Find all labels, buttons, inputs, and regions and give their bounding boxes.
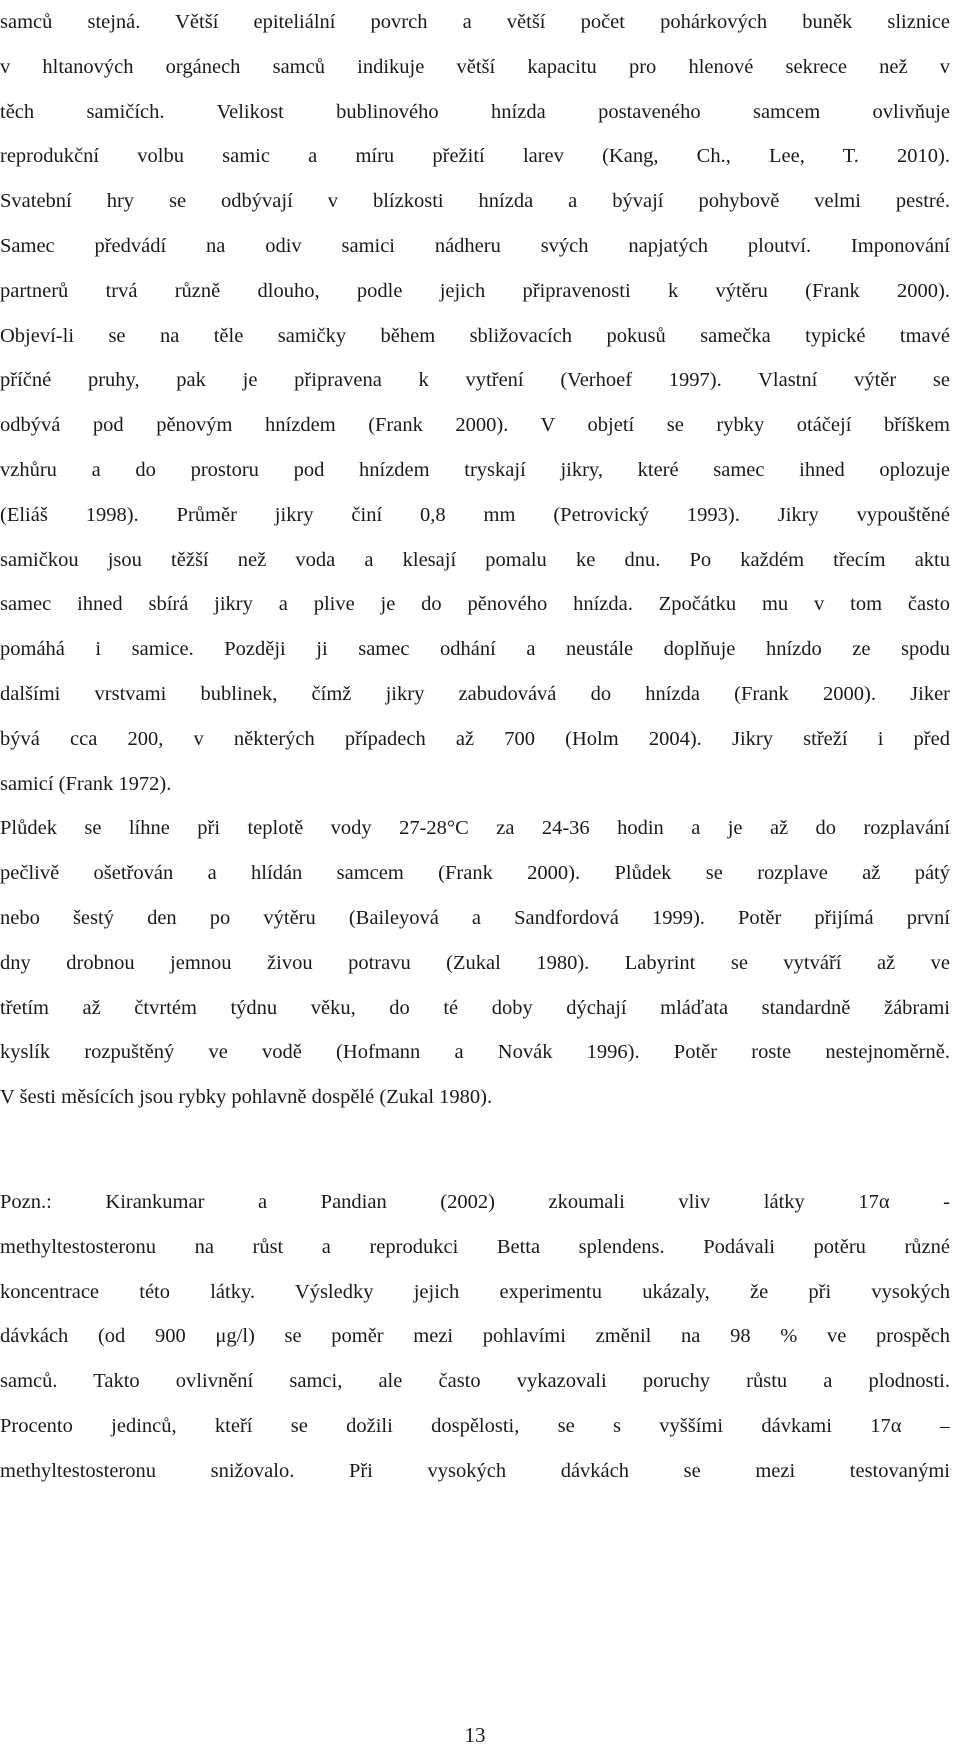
text-line: koncentrace této látky. Výsledky jejich experimentu ukázaly, že při vysokých <box>0 1280 950 1303</box>
text-line: samičkou jsou těžší než voda a klesají pomalu ke dnu. Po každém třecím aktu <box>0 548 950 571</box>
text-line: bývá cca 200, v některých případech až 700 (Holm 2004). Jikry střeží i před <box>0 727 950 750</box>
text-line: dny drobnou jemnou živou potravu (Zukal 1980). Labyrint se vytváří až ve <box>0 951 950 974</box>
text-line: reprodukční volbu samic a míru přežití larev (Kang, Ch., Lee, T. 2010). <box>0 145 950 168</box>
text-line: dalšími vrstvami bublinek, čímž jikry zabudovává do hnízda (Frank 2000). Jiker <box>0 682 950 705</box>
text-line: V šesti měsících jsou rybky pohlavně dospělé (Zukal 1980). <box>0 1086 493 1109</box>
text-line: nebo šestý den po výtěru (Baileyová a Sandfordová 1999). Potěr přijímá první <box>0 906 950 929</box>
text-line: odbývá pod pěnovým hnízdem (Frank 2000). V objetí se rybky otáčejí bříškem <box>0 414 950 437</box>
text-line: dávkách (od 900 μg/l) se poměr mezi pohlavími změnil na 98 % ve prospěch <box>0 1325 950 1348</box>
text-line: samicí (Frank 1972). <box>0 772 172 795</box>
text-line: Pozn.: Kirankumar a Pandian (2002) zkoumali vliv látky 17α - <box>0 1190 950 1213</box>
text-line: Samec předvádí na odiv samici nádheru svých napjatých ploutví. Imponování <box>0 234 950 257</box>
text-line: partnerů trvá různě dlouho, podle jejich připravenosti k výtěru (Frank 2000). <box>0 279 950 302</box>
paragraph-2 <box>0 806 950 1120</box>
text-line: Plůdek se líhne při teplotě vody 27-28°C za 24-36 hodin a je až do rozplavání <box>0 817 950 840</box>
text-line: Svatební hry se odbývají v blízkosti hnízda a bývají pohybově velmi pestré. <box>0 190 950 213</box>
page-number: 13 <box>464 1723 486 1747</box>
text-line: v hltanových orgánech samců indikuje větší kapacitu pro hlenové sekrece než v <box>0 55 950 78</box>
text-line: třetím až čtvrtém týdnu věku, do té doby dýchají mláďata standardně žábrami <box>0 996 950 1019</box>
text-line: samců stejná. Větší epiteliální povrch a větší počet pohárkových buněk sliznice <box>0 11 950 33</box>
text-line: pečlivě ošetřován a hlídán samcem (Frank 2000). Plůdek se rozplave až pátý <box>0 862 950 885</box>
text-line: vzhůru a do prostoru pod hnízdem tryskají jikry, které samec ihned oplozuje <box>0 458 950 481</box>
paragraph-1 <box>0 0 950 806</box>
text-line: (Eliáš 1998). Průměr jikry činí 0,8 mm (Petrovický 1993). Jikry vypouštěné <box>0 503 950 526</box>
text-line: Objeví-li se na těle samičky během sbližovacích pokusů samečka typické tmavé <box>0 324 950 347</box>
text-line: příčné pruhy, pak je připravena k vytření (Verhoef 1997). Vlastní výtěr se <box>0 369 950 392</box>
text-line: methyltestosteronu snižovalo. Při vysokých dávkách se mezi testovanými <box>0 1459 950 1482</box>
text-line: pomáhá i samice. Později ji samec odhání a neustále doplňuje hnízdo ze spodu <box>0 638 950 661</box>
paragraph-spacer <box>0 1120 950 1180</box>
text-line: kyslík rozpuštěný ve vodě (Hofmann a Novák 1996). Potěr roste nestejnoměrně. <box>0 1041 950 1064</box>
text-line: Procento jedinců, kteří se dožili dospělosti, se s vyššími dávkami 17α – <box>0 1414 950 1437</box>
text-line: samců. Takto ovlivnění samci, ale často vykazovali poruchy růstu a plodnosti. <box>0 1370 950 1393</box>
paragraph-3-note <box>0 1180 950 1494</box>
text-line: methyltestosteronu na růst a reprodukci Betta splendens. Podávali potěru různé <box>0 1235 950 1258</box>
text-line: těch samičích. Velikost bublinového hnízda postaveného samcem ovlivňuje <box>0 100 950 123</box>
text-line: samec ihned sbírá jikry a plive je do pěnového hnízda. Zpočátku mu v tom často <box>0 593 950 616</box>
